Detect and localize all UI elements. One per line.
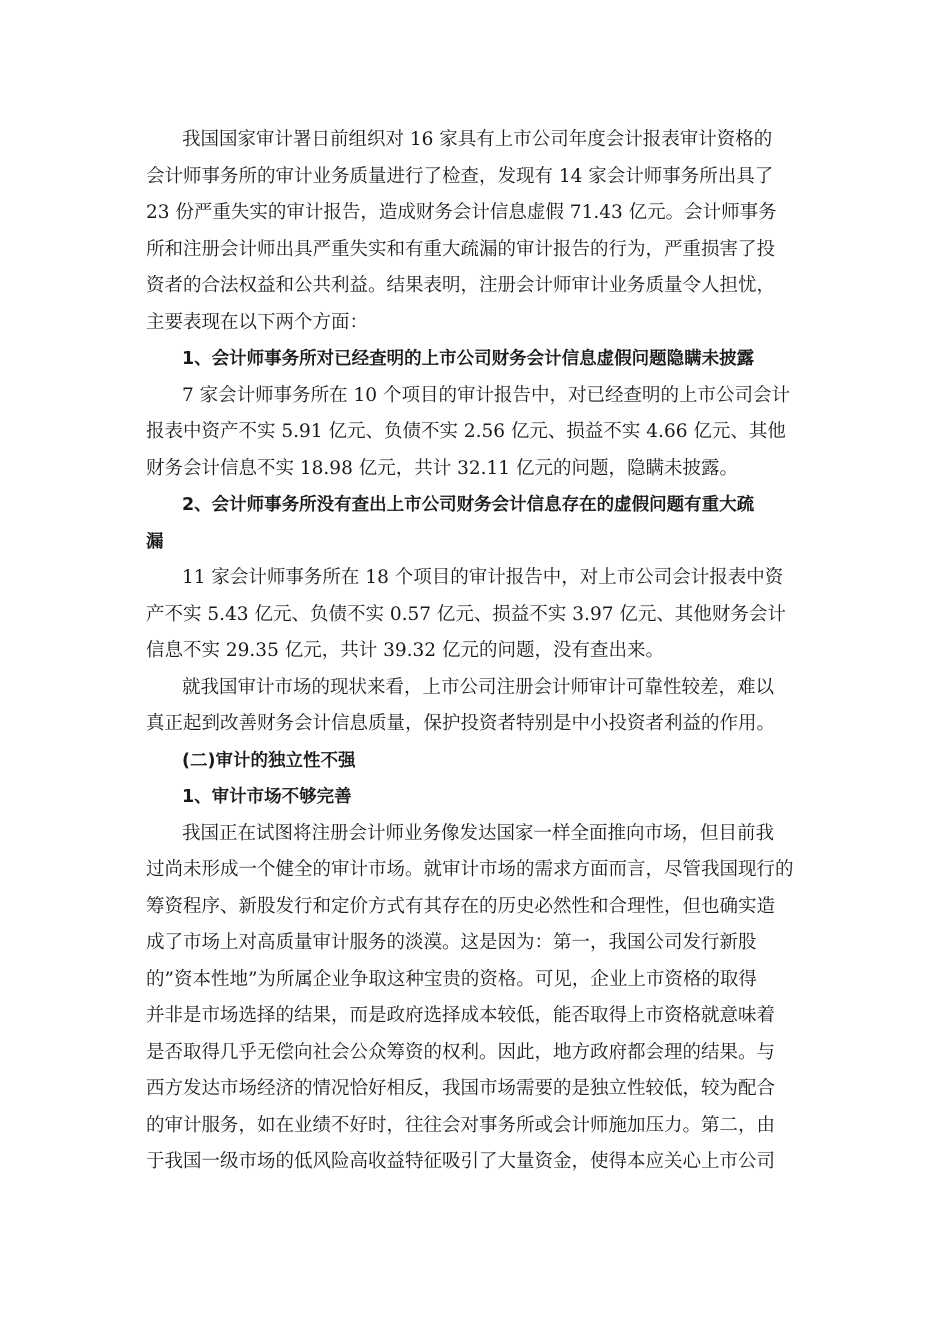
paragraph-line: 我国正在试图将注册会计师业务像发达国家一样全面推向市场，但目前我 (182, 822, 775, 844)
paragraph-line: 报表中资产不实 5.91 亿元、负债不实 2.56 亿元、损益不实 4.66 亿元、其他 (146, 421, 786, 442)
paragraph-line: 于我国一级市场的低风险高收益特征吸引了大量资金，使得本应关心上市公司 (146, 1151, 776, 1172)
paragraph-line: 7 家会计师事务所在 10 个项目的审计报告中，对已经查明的上市公司会计 (182, 384, 790, 406)
paragraph-line: 真正起到改善财务会计信息质量，保护投资者特别是中小投资者利益的作用。 (146, 713, 776, 734)
paragraph-line: 所和注册会计师出具严重失实和有重大疏漏的审计报告的行为，严重损害了投 (146, 238, 776, 260)
paragraph-line: 资者的合法权益和公共利益。结果表明，注册会计师审计业务质量令人担忧， (146, 275, 776, 296)
paragraph-line: 产不实 5.43 亿元、负债不实 0.57 亿元、损益不实 3.97 亿元、其他财务会计 (146, 603, 786, 625)
paragraph-line: 财务会计信息不实 18.98 亿元，共计 32.11 亿元的问题，隐瞒未披露。 (146, 457, 738, 479)
paragraph-line: 并非是市场选择的结果，而是政府选择成本较低，能否取得上市资格就意味着 (146, 1005, 776, 1026)
paragraph-line: 23 份严重失实的审计报告，造成财务会计信息虚假 71.43 亿元。会计师事务 (146, 202, 777, 223)
section-heading-line: 1、会计师事务所对已经查明的上市公司财务会计信息虚假问题隐瞒未披露 (182, 349, 755, 369)
paragraph-line: 主要表现在以下两个方面： (146, 311, 369, 333)
paragraph-line: 西方发达市场经济的情况恰好相反，我国市场需要的是独立性较低，较为配合 (146, 1078, 776, 1099)
paragraph-line: 我国国家审计署日前组织对 16 家具有上市公司年度会计报表审计资格的 (182, 129, 773, 150)
paragraph-line: 会计师事务所的审计业务质量进行了检查，发现有 14 家会计师事务所出具了 (146, 165, 774, 187)
section-heading-line: (二)审计的独立性不强 (182, 750, 356, 771)
section-heading-line: 漏 (146, 531, 164, 552)
paragraph-line: 是否取得几乎无偿向社会公众筹资的权利。因此，地方政府都会理的结果。与 (146, 1041, 776, 1063)
paragraph-line: 成了市场上对高质量审计服务的淡漠。这是因为：第一，我国公司发行新股 (146, 932, 757, 953)
paragraph-line: 就我国审计市场的现状来看，上市公司注册会计师审计可靠性较差，难以 (182, 676, 775, 698)
paragraph-line: 11 家会计师事务所在 18 个项目的审计报告中，对上市公司会计报表中资 (182, 567, 784, 588)
document-body (146, 122, 806, 1181)
paragraph-line: 信息不实 29.35 亿元，共计 39.32 亿元的问题，没有查出来。 (146, 640, 664, 661)
paragraph-line: 过尚未形成一个健全的审计市场。就审计市场的需求方面而言，尽管我国现行的 (146, 859, 794, 880)
section-heading-line: 1、审计市场不够完善 (182, 787, 352, 807)
paragraph-line: 筹资程序、新股发行和定价方式有其存在的历史必然性和合理性，但也确实造 (146, 895, 776, 917)
paragraph-line: 的审计服务，如在业绩不好时，往往会对事务所或会计师施加压力。第二，由 (146, 1114, 776, 1136)
paragraph-line: 的”资本性地”为所属企业争取这种宝贵的资格。可见，企业上市资格的取得 (146, 968, 757, 990)
section-heading-line: 2、会计师事务所没有查出上市公司财务会计信息存在的虚假问题有重大疏 (182, 495, 755, 515)
